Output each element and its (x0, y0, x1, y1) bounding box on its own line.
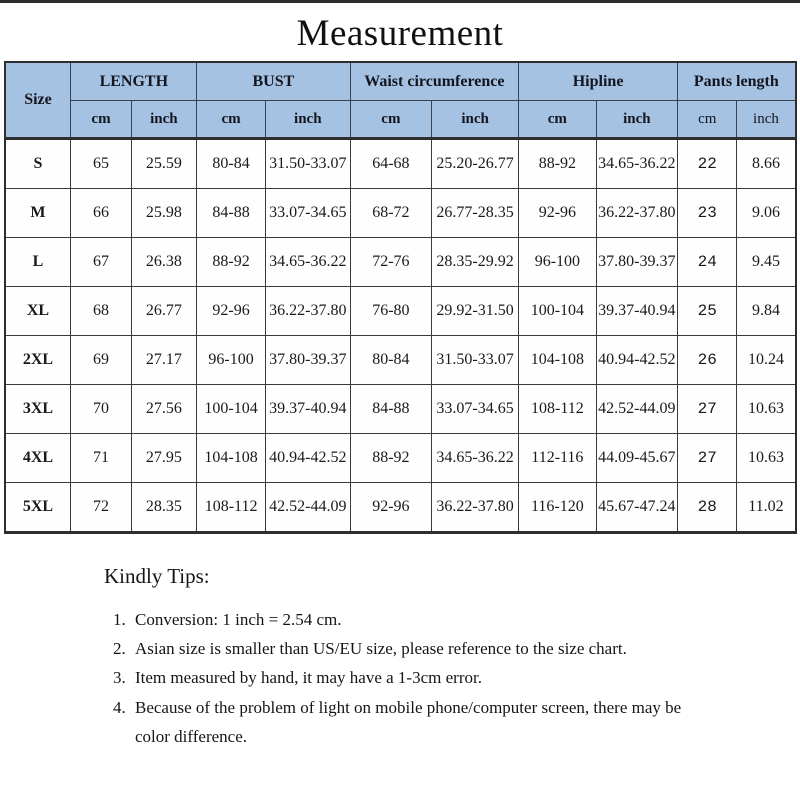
table-row (5, 189, 796, 238)
data-cell: 28.35-29.92 (432, 238, 519, 287)
tip-item: 3. Item measured by hand, it may have a 1-3cm error. (130, 663, 692, 692)
data-cell: 40.94-42.52 (596, 336, 677, 385)
data-cell: 39.37-40.94 (266, 385, 351, 434)
data-cell: 9.84 (737, 287, 796, 336)
data-cell: 28.35 (131, 483, 197, 533)
group-header-row (5, 62, 796, 101)
data-cell: 80-84 (197, 139, 266, 189)
table-header (5, 62, 796, 139)
data-cell: 88-92 (519, 139, 597, 189)
data-cell: 72-76 (350, 238, 431, 287)
data-cell: 68 (71, 287, 131, 336)
data-cell: 26.77-28.35 (432, 189, 519, 238)
data-cell: 108-112 (197, 483, 266, 533)
tip-item: 1. Conversion: 1 inch = 2.54 cm. (130, 605, 692, 634)
unit-header-length-inch: inch (131, 101, 197, 139)
data-cell: 27.17 (131, 336, 197, 385)
data-cell: 36.22-37.80 (596, 189, 677, 238)
data-cell: 71 (71, 434, 131, 483)
size-table-body (5, 139, 796, 533)
size-cell: 5XL (5, 483, 71, 533)
data-cell: 10.63 (737, 385, 796, 434)
size-cell: 4XL (5, 434, 71, 483)
unit-header-pants-cm: cm (678, 101, 737, 139)
table-row (5, 385, 796, 434)
data-cell: 25 (678, 287, 737, 336)
data-cell: 68-72 (350, 189, 431, 238)
data-cell: 34.65-36.22 (432, 434, 519, 483)
data-cell: 33.07-34.65 (432, 385, 519, 434)
size-cell: M (5, 189, 71, 238)
data-cell: 70 (71, 385, 131, 434)
data-cell: 11.02 (737, 483, 796, 533)
data-cell: 84-88 (350, 385, 431, 434)
data-cell: 45.67-47.24 (596, 483, 677, 533)
data-cell: 23 (678, 189, 737, 238)
data-cell: 31.50-33.07 (266, 139, 351, 189)
column-header-pants-length: Pants length (678, 62, 796, 101)
data-cell: 8.66 (737, 139, 796, 189)
data-cell: 26.77 (131, 287, 197, 336)
size-cell: 2XL (5, 336, 71, 385)
data-cell: 104-108 (197, 434, 266, 483)
data-cell: 92-96 (519, 189, 597, 238)
data-cell: 84-88 (197, 189, 266, 238)
data-cell: 42.52-44.09 (596, 385, 677, 434)
data-cell: 112-116 (519, 434, 597, 483)
data-cell: 26.38 (131, 238, 197, 287)
table-row (5, 336, 796, 385)
data-cell: 92-96 (350, 483, 431, 533)
kindly-tips-section (104, 564, 800, 751)
data-cell: 96-100 (197, 336, 266, 385)
data-cell: 116-120 (519, 483, 597, 533)
data-cell: 10.24 (737, 336, 796, 385)
data-cell: 29.92-31.50 (432, 287, 519, 336)
column-header-length: LENGTH (71, 62, 197, 101)
data-cell: 34.65-36.22 (596, 139, 677, 189)
column-header-waist: Waist circumference (350, 62, 518, 101)
unit-header-bust-cm: cm (197, 101, 266, 139)
unit-header-pants-inch: inch (737, 101, 796, 139)
data-cell: 22 (678, 139, 737, 189)
data-cell: 42.52-44.09 (266, 483, 351, 533)
data-cell: 31.50-33.07 (432, 336, 519, 385)
column-header-bust: BUST (197, 62, 350, 101)
data-cell: 27 (678, 385, 737, 434)
data-cell: 26 (678, 336, 737, 385)
top-border-bar (0, 0, 800, 3)
data-cell: 27 (678, 434, 737, 483)
data-cell: 27.95 (131, 434, 197, 483)
data-cell: 25.59 (131, 139, 197, 189)
page-title: Measurement (296, 13, 504, 54)
data-cell: 64-68 (350, 139, 431, 189)
data-cell: 65 (71, 139, 131, 189)
unit-header-waist-inch: inch (432, 101, 519, 139)
data-cell: 69 (71, 336, 131, 385)
data-cell: 34.65-36.22 (266, 238, 351, 287)
data-cell: 88-92 (350, 434, 431, 483)
unit-header-length-cm: cm (71, 101, 131, 139)
data-cell: 9.45 (737, 238, 796, 287)
data-cell: 25.20-26.77 (432, 139, 519, 189)
data-cell: 27.56 (131, 385, 197, 434)
size-cell: L (5, 238, 71, 287)
unit-header-waist-cm: cm (350, 101, 431, 139)
data-cell: 108-112 (519, 385, 597, 434)
table-row (5, 139, 796, 189)
data-cell: 72 (71, 483, 131, 533)
unit-header-row (5, 101, 796, 139)
table-row (5, 483, 796, 533)
tips-heading: Kindly Tips: (104, 564, 210, 588)
data-cell: 100-104 (519, 287, 597, 336)
table-row (5, 238, 796, 287)
data-cell: 40.94-42.52 (266, 434, 351, 483)
unit-header-hipline-cm: cm (519, 101, 597, 139)
data-cell: 36.22-37.80 (432, 483, 519, 533)
data-cell: 67 (71, 238, 131, 287)
data-cell: 66 (71, 189, 131, 238)
tip-item: 4. Because of the problem of light on mobile phone/computer screen, there may be color difference. (130, 693, 692, 751)
data-cell: 44.09-45.67 (596, 434, 677, 483)
data-cell: 25.98 (131, 189, 197, 238)
unit-header-hipline-inch: inch (596, 101, 677, 139)
data-cell: 9.06 (737, 189, 796, 238)
table-row (5, 287, 796, 336)
data-cell: 100-104 (197, 385, 266, 434)
data-cell: 37.80-39.37 (596, 238, 677, 287)
size-cell: S (5, 139, 71, 189)
data-cell: 37.80-39.37 (266, 336, 351, 385)
data-cell: 36.22-37.80 (266, 287, 351, 336)
size-cell: XL (5, 287, 71, 336)
table-row (5, 434, 796, 483)
tip-item: 2. Asian size is smaller than US/EU size, please reference to the size chart. (130, 634, 692, 663)
unit-header-bust-inch: inch (266, 101, 351, 139)
size-cell: 3XL (5, 385, 71, 434)
data-cell: 10.63 (737, 434, 796, 483)
data-cell: 39.37-40.94 (596, 287, 677, 336)
data-cell: 80-84 (350, 336, 431, 385)
column-header-hipline: Hipline (519, 62, 678, 101)
data-cell: 28 (678, 483, 737, 533)
data-cell: 24 (678, 238, 737, 287)
data-cell: 33.07-34.65 (266, 189, 351, 238)
data-cell: 92-96 (197, 287, 266, 336)
data-cell: 76-80 (350, 287, 431, 336)
column-header-size: Size (5, 62, 71, 139)
data-cell: 96-100 (519, 238, 597, 287)
data-cell: 88-92 (197, 238, 266, 287)
measurement-table (4, 61, 797, 534)
data-cell: 104-108 (519, 336, 597, 385)
tips-list (104, 605, 692, 751)
